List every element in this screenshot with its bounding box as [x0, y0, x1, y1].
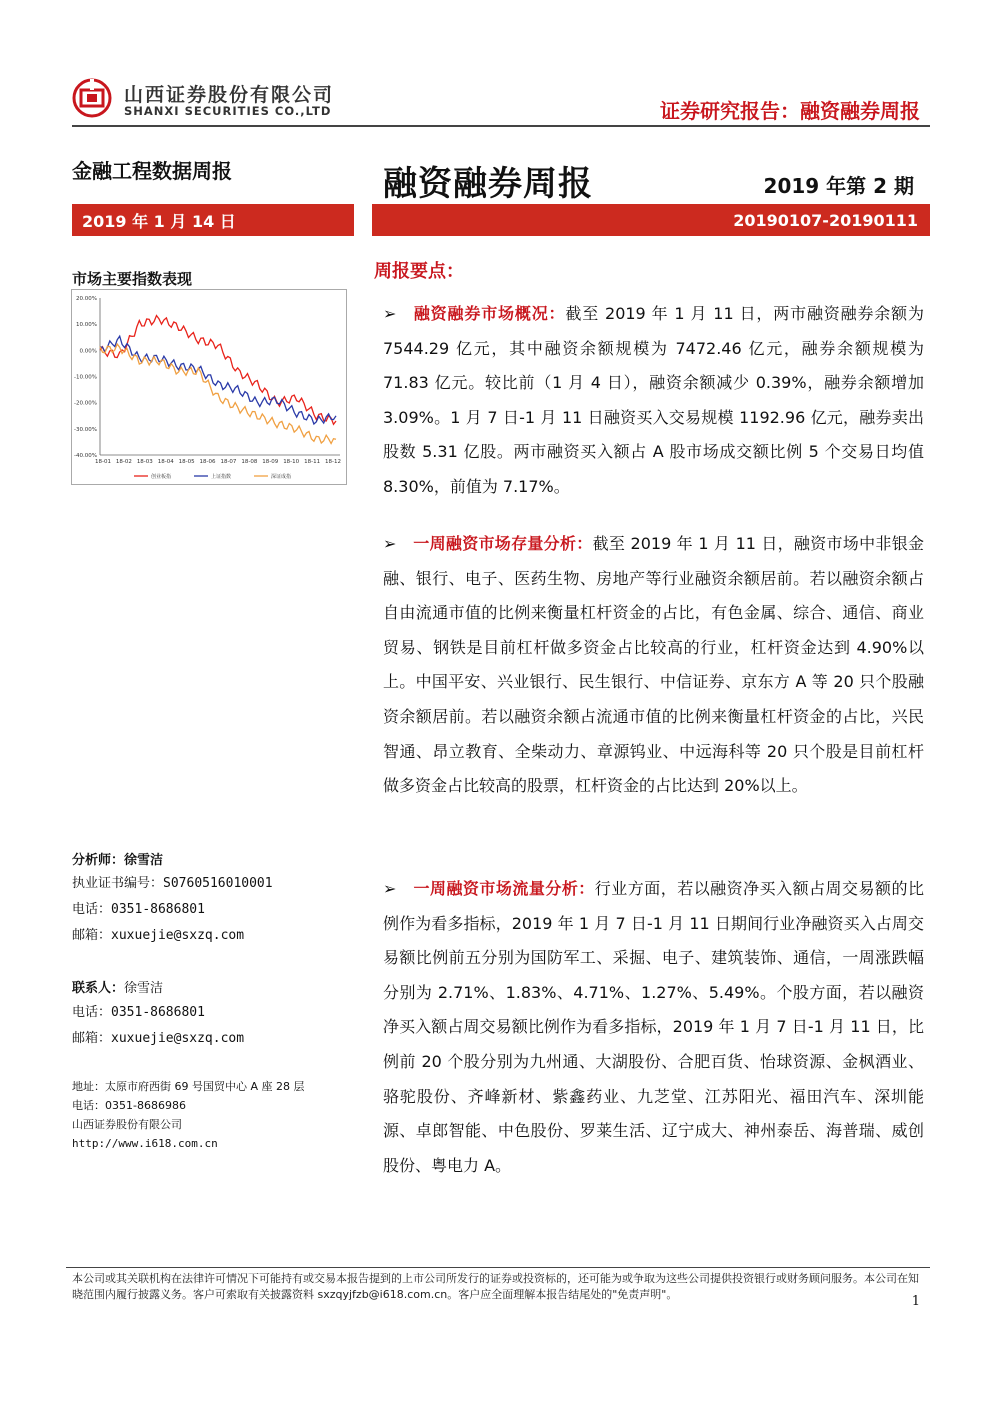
- company-address: 地址：太原市府西街 69 号国贸中心 A 座 28 层: [72, 1080, 305, 1093]
- email-line: [72, 924, 244, 943]
- bullet-icon: ➢: [383, 304, 397, 323]
- contact-label: 联系人：: [72, 981, 125, 996]
- report-type: 证券研究报告：融资融券周报: [660, 99, 920, 123]
- company-name-en: SHANXI SECURITIES CO.,LTD: [124, 104, 332, 118]
- email2-line: [72, 1027, 244, 1046]
- y-tick-label: -20.00%: [74, 400, 97, 407]
- contact-name: 徐雪洁: [124, 981, 164, 996]
- cert-label: 执业证书编号：: [72, 876, 164, 891]
- y-tick-label: 20.00%: [76, 296, 97, 302]
- section-title: 金融工程数据周报: [72, 159, 232, 183]
- x-tick-label: 18-11: [304, 459, 321, 465]
- bullet-icon: ➢: [383, 534, 397, 553]
- phone-number: 0351-8686801: [111, 902, 205, 917]
- series-line: [100, 316, 336, 425]
- page-number: 1: [911, 1294, 920, 1309]
- paragraph-lead: 一周融资市场存量分析：: [413, 534, 593, 553]
- contact-line: [72, 977, 163, 996]
- x-tick-label: 18-08: [241, 459, 258, 465]
- report-period: 20190107-20190111: [733, 210, 918, 230]
- x-tick-label: 18-01: [95, 459, 111, 465]
- series-line: [100, 344, 336, 444]
- x-tick-label: 18-05: [178, 459, 195, 465]
- series-line: [100, 336, 336, 424]
- summary-paragraph: [383, 872, 924, 1183]
- summary-paragraph: [383, 527, 924, 804]
- report-title: 融资融券周报: [383, 164, 593, 204]
- x-tick-label: 18-02: [115, 459, 132, 465]
- y-tick-label: 10.00%: [76, 322, 97, 329]
- phone-line: [72, 898, 205, 917]
- x-tick-label: 18-03: [136, 459, 153, 465]
- phone2-number: 0351-8686801: [111, 1005, 205, 1020]
- email-address[interactable]: xuxuejie@sxzq.com: [111, 928, 245, 943]
- legend-label: 上证指数: [211, 474, 232, 480]
- issue-number: 2019 年第 2 期: [763, 174, 914, 198]
- summary-heading: 周报要点：: [374, 261, 464, 282]
- header-divider: [72, 125, 930, 127]
- y-tick-label: 0.00%: [79, 348, 97, 355]
- footer-divider: [66, 1267, 930, 1268]
- cert-line: [72, 872, 273, 891]
- y-tick-label: -10.00%: [74, 374, 97, 381]
- email-label: 邮箱：: [72, 928, 112, 943]
- x-tick-label: 18-12: [325, 459, 341, 465]
- analyst-label: 分析师：: [72, 853, 125, 868]
- legend-label: 深证成指: [271, 474, 292, 480]
- paragraph-text: 截至 2019 年 1 月 11 日，两市融资融券余额为 7544.29 亿元，其中融资余额规模为 7472.46 亿元，融券余额规模为 71.83 亿元。较比前（1 月 4 日），融资余额减少 0.39%，融券余额增加 3.09%。1 月 7 日-1 月 11 日融资买入交易规模 1192.96 亿元，融券卖出股数 5.31 亿股。两市融资买入额占 A 股市场成交额比例 5 个交易日均值 8.30%，前值为 7.17%。: [383, 304, 924, 496]
- company-phone: 电话：0351-8686986: [72, 1099, 186, 1112]
- x-tick-label: 18-06: [199, 459, 216, 465]
- phone2-label: 电话：: [72, 1005, 112, 1020]
- x-tick-label: 18-04: [157, 459, 174, 465]
- analyst-line: [72, 849, 163, 868]
- legend-label: 创业板指: [151, 474, 172, 480]
- chart-title: 市场主要指数表现: [72, 270, 193, 288]
- email2-label: 邮箱：: [72, 1031, 112, 1046]
- y-tick-label: -40.00%: [74, 453, 97, 459]
- report-date: 2019 年 1 月 14 日: [82, 211, 236, 231]
- cert-number: S0760516010001: [163, 876, 273, 891]
- index-chart-svg: [72, 290, 346, 484]
- paragraph-lead: 一周融资市场流量分析：: [413, 879, 595, 898]
- x-tick-label: 18-10: [283, 459, 300, 465]
- phone-label: 电话：: [72, 902, 112, 917]
- x-tick-label: 18-09: [262, 459, 279, 465]
- analyst-name: 徐雪洁: [124, 853, 164, 868]
- phone2-line: [72, 1001, 205, 1020]
- email2-address[interactable]: xuxuejie@sxzq.com: [111, 1031, 245, 1046]
- paragraph-text: 行业方面，若以融资净买入额占周交易额的比例作为看多指标，2019 年 1 月 7 日-1 月 11 日期间行业净融资买入占周交易额比例前五分别为国防军工、采掘、电子、建筑装饰、通信，一周涨跌幅分别为 2.71%、1.83%、4.71%、1.27%、5.49%。个股方面，若以融资净买入额占周交易额比例作为看多指标，2019 年 1 月 7 日-1 月 11 日，比例前 20 个股分别为九州通、大湖股份、合肥百货、怡球资源、金枫酒业、骆驼股份、齐峰新材、紫鑫药业、九芝堂、江苏阳光、福田汽车、深圳能源、卓郎智能、中色股份、罗莱生活、辽宁成大、神州泰岳、海普瑞、威创股份、粤电力 A。: [383, 879, 924, 1175]
- paragraph-lead: 融资融券市场概况：: [413, 304, 566, 323]
- company-name-cn: 山西证券股份有限公司: [124, 84, 335, 106]
- index-chart: [71, 289, 347, 485]
- summary-paragraph: [383, 297, 924, 505]
- bullet-icon: ➢: [383, 879, 397, 898]
- paragraph-text: 截至 2019 年 1 月 11 日，融资市场中非银金融、银行、电子、医药生物、房地产等行业融资余额居前。若以融资余额占自由流通市值的比例来衡量杠杆资金的占比，有色金属、综合、通信、商业贸易、钢铁是目前杠杆做多资金占比较高的行业，杠杆资金达到 4.90%以上。中国平安、兴业银行、民生银行、中信证券、京东方 A 等 20 只个股融资余额居前。若以融资余额占流通市值的比例来衡量杠杆资金的占比，兴民智通、昂立教育、全柴动力、章源钨业、中远海科等 20 只个股是目前杠杆做多资金占比较高的股票，杠杆资金的占比达到 20%以上。: [383, 534, 924, 796]
- disclaimer: 本公司或其关联机构在法律许可情况下可能持有或交易本报告提到的上市公司所发行的证券或投资标的，还可能为或争取为这些公司提供投资银行或财务顾问服务。本公司在知晓范围内履行披露义务。客户可索取有关披露资料 sxzqyjfzb@i618.com.cn。客户应全面理解本报告结尾处的"免责声明"。: [72, 1272, 919, 1301]
- company-url[interactable]: http://www.i618.com.cn: [72, 1137, 218, 1150]
- company-logo: [72, 78, 112, 118]
- x-tick-label: 18-07: [220, 459, 237, 465]
- y-tick-label: -30.00%: [74, 426, 97, 433]
- period-bar: [372, 204, 930, 236]
- company-name-footer: 山西证券股份有限公司: [72, 1118, 182, 1131]
- date-bar: [72, 204, 354, 236]
